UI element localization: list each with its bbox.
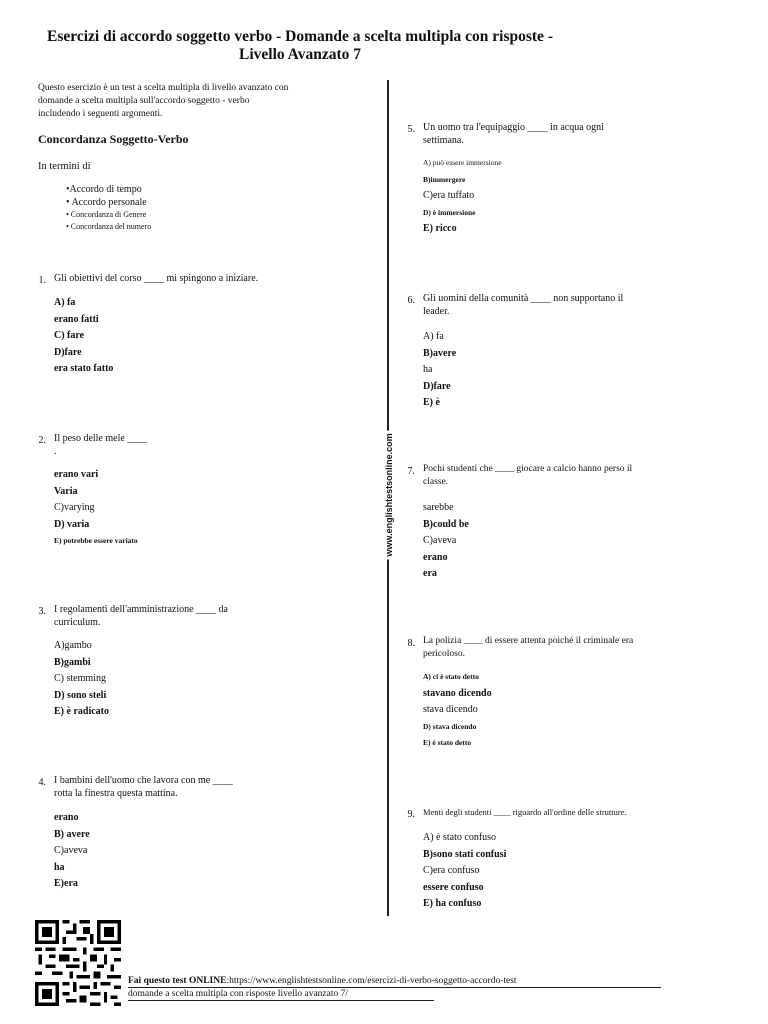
answer-option[interactable]: stavano dicendo	[423, 687, 492, 699]
option-list	[423, 500, 469, 583]
answer-option[interactable]: E) è	[423, 397, 440, 408]
answer-option[interactable]: C)varying	[54, 502, 95, 513]
answer-option[interactable]: B)could be	[423, 518, 469, 530]
answer-option[interactable]: A) fa	[423, 331, 444, 342]
question-number: 4.	[38, 777, 46, 788]
question-stem: Il peso delle mele ____ .	[54, 433, 148, 457]
answer-option[interactable]: erano	[423, 551, 448, 563]
question-number: 9.	[407, 809, 415, 820]
answer-option[interactable]: sarebbe	[423, 502, 454, 513]
answer-option[interactable]: E) è radicato	[54, 706, 109, 717]
answer-option[interactable]: C) fare	[54, 330, 85, 341]
answer-option[interactable]: D) varia	[54, 518, 90, 530]
answer-option[interactable]: A)gambo	[54, 640, 92, 651]
footer-link-continued[interactable]: domande a scelta multipla con risposte livello avanzato 7/	[128, 989, 349, 999]
intro-line-3: includendo i seguenti argomenti.	[38, 109, 163, 119]
answer-option[interactable]: E) è stato detto	[423, 738, 472, 747]
question-stem: Gli uomini della comunità ____ non supportano il leader.	[423, 293, 624, 317]
answer-option[interactable]: B) avere	[54, 828, 90, 840]
answer-option[interactable]: essere confuso	[423, 881, 484, 893]
answer-option[interactable]: A) è stato confuso	[423, 832, 497, 843]
footer-line-1	[128, 975, 661, 988]
intro-line-2: domande a scelta multipla sull'accordo soggetto - verbo	[38, 96, 250, 106]
terms-label: In termini di	[38, 161, 91, 172]
answer-option[interactable]: A) fa	[54, 297, 76, 308]
topic-item: •Accordo di tempo	[66, 184, 142, 195]
title-line-2: Livello Avanzato 7	[239, 46, 361, 63]
answer-option[interactable]: C)aveva	[54, 845, 88, 856]
answer-option[interactable]: E)era	[54, 878, 78, 889]
answer-option[interactable]: E) potrebbe essere variato	[54, 536, 138, 545]
answer-option[interactable]: A) ci è stato detto	[423, 672, 479, 681]
topic-item: • Concordanza di Genere	[66, 210, 147, 219]
intro-line-1: Questo esercizio è un test a scelta multipla di livello avanzato con	[38, 83, 289, 93]
answer-option[interactable]: D) stava dicendo	[423, 721, 477, 731]
answer-option[interactable]: B)immergere	[423, 174, 466, 184]
question-number: 2.	[38, 435, 46, 446]
answer-option[interactable]: C)era confuso	[423, 865, 480, 876]
question-number: 1.	[38, 275, 46, 286]
question-number: 3.	[38, 606, 46, 617]
answer-option[interactable]: stava dicendo	[423, 704, 478, 715]
question-stem: Gli obiettivi del corso ____ mi spingono a iniziare.	[54, 273, 259, 284]
footer-link[interactable]: :https://www.englishtestsonline.com/esercizi-di-verbo-soggetto-accordo-test	[226, 976, 517, 986]
answer-option[interactable]: ha	[54, 861, 65, 873]
option-list	[54, 295, 113, 378]
answer-option[interactable]: erano vari	[54, 469, 99, 480]
answer-option[interactable]: B)avere	[423, 347, 457, 359]
answer-option[interactable]: C)era tuffato	[423, 190, 475, 201]
answer-option[interactable]: C)aveva	[423, 535, 457, 546]
answer-option[interactable]: C) stemming	[54, 673, 106, 684]
topic-list	[66, 184, 151, 233]
side-url-text: www.englishtestsonline.com	[384, 430, 394, 559]
answer-option[interactable]: erano	[54, 812, 79, 823]
answer-option[interactable]: era stato fatto	[54, 363, 114, 374]
question-stem: Un uomo tra l'equipaggio ____ in acqua ogni settimana.	[423, 122, 604, 146]
answer-option[interactable]: B)sono stati confusi	[423, 848, 507, 860]
topic-item: • Concordanza del numero	[66, 222, 152, 231]
title-line-1: Esercizi di accordo soggetto verbo - Domande a scelta multipla con risposte -	[47, 28, 553, 45]
answer-option[interactable]: D)fare	[54, 346, 82, 358]
question-number: 8.	[407, 638, 415, 649]
topic-item: • Accordo personale	[66, 196, 147, 208]
answer-option[interactable]: erano fatti	[54, 313, 99, 325]
option-list	[423, 830, 506, 913]
question-stem: Menti degli studenti ____ riguardo all'ordine delle strutture.	[423, 807, 627, 817]
answer-option[interactable]: D)fare	[423, 380, 451, 392]
option-list	[54, 467, 138, 550]
answer-option[interactable]: A) può essere immersione	[423, 158, 502, 167]
page-title	[20, 28, 580, 64]
footer-label: Fai questo test ONLINE	[128, 976, 227, 986]
section-heading: Concordanza Soggetto-Verbo	[38, 132, 189, 146]
question-number: 5.	[407, 124, 415, 135]
answer-option[interactable]: B)gambi	[54, 656, 91, 668]
option-list	[423, 155, 502, 238]
footer-line-2	[128, 988, 434, 1001]
qr-code-icon[interactable]	[34, 920, 122, 1006]
question-stem: I regolamenti dell'amministrazione ____ da curriculum.	[54, 604, 228, 628]
answer-option[interactable]: E) ricco	[423, 223, 457, 234]
option-list	[54, 810, 90, 893]
question-stem: La polizia ____ di essere attenta poiché il criminale era pericoloso.	[423, 636, 634, 659]
answer-option[interactable]: era	[423, 568, 437, 579]
question-number: 7.	[407, 466, 415, 477]
option-list	[423, 329, 456, 412]
option-list	[423, 669, 492, 752]
question-stem: I bambini dell'uomo che lavora con me ____ rotta la finestra questa mattina.	[54, 775, 233, 799]
question-number: 6.	[407, 295, 415, 306]
answer-option[interactable]: ha	[423, 364, 433, 375]
answer-option[interactable]: D) è immersione	[423, 207, 476, 217]
answer-option[interactable]: Varia	[54, 485, 78, 497]
intro-paragraph	[38, 82, 328, 121]
answer-option[interactable]: E) ha confuso	[423, 898, 482, 909]
question-stem: Pochi studenti che ____ giocare a calcio hanno perso il classe.	[423, 464, 633, 487]
answer-option[interactable]: D) sono steli	[54, 689, 107, 701]
option-list	[54, 638, 109, 721]
footer	[128, 975, 661, 1001]
